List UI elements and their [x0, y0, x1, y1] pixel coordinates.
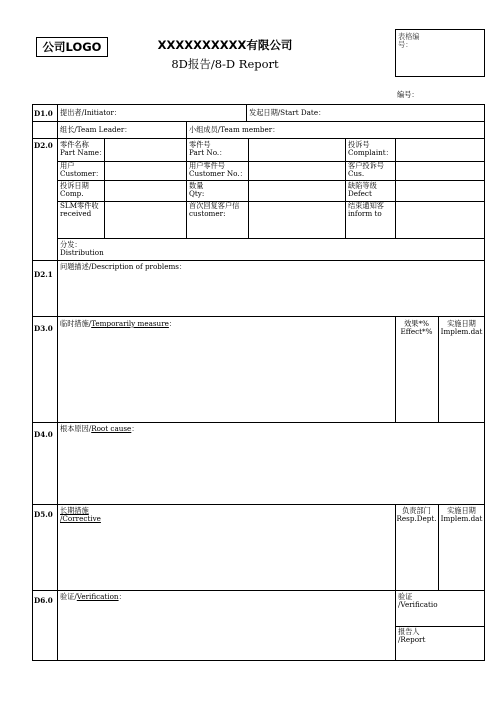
responsible-dept-label: 负责部门 Resp.Dept. [396, 506, 437, 524]
slm-received-label: SLM零件收 received [60, 201, 99, 219]
verification-label: 验证/Verification： [60, 592, 126, 601]
d3-code: D3.0 [34, 324, 53, 333]
customer-complaint-no-label: 客户投诉号 Cus. [348, 161, 384, 179]
implementation-date-label-d5: 实施日期 Implem.dat [440, 506, 483, 524]
d2-code: D2.0 [34, 141, 53, 150]
reporter-label: 报告人 /Report [398, 627, 426, 645]
effect-label: 效果*% Effect*% [400, 319, 433, 337]
team-leader-label: 组长/Team Leader： [60, 125, 132, 134]
company-name: XXXXXXXXXX有限公司 [157, 38, 293, 52]
d6-code: D6.0 [34, 596, 53, 605]
root-cause-label: 根本原因/Root cause： [60, 424, 139, 433]
closing-inform-label: 结束通知客 inform to [348, 201, 384, 219]
form-number-label: 表格编 号： [398, 32, 420, 50]
customer-label: 用户 Customer： [60, 161, 103, 179]
first-info-label: 首次回复客户信 customer: [189, 201, 240, 219]
team-member-label: 小组成员/Team member： [189, 125, 280, 134]
customer-part-no-label: 用户零件号 Customer No.： [189, 161, 247, 179]
company-logo [36, 37, 108, 57]
serial-number-label: 编号： [397, 90, 419, 99]
d1-code: D1.0 [34, 109, 53, 118]
d5-code: D5.0 [34, 510, 53, 519]
d21-code: D2.1 [34, 270, 53, 279]
distribution-label: 分发： Distribution [60, 240, 104, 258]
defect-level-label: 缺陷等级 Defect [348, 181, 377, 199]
initiator-label: 提出者/Initiator： [60, 108, 122, 117]
report-title: 8D报告/8-D Report [171, 57, 279, 71]
logo-text: 公司LOGO [42, 40, 102, 54]
implementation-date-label: 实施日期 Implem.dat [440, 319, 483, 337]
complaint-label: 投诉号 Complaint： [348, 140, 393, 158]
quantity-label: 数量 Qty: [189, 181, 205, 199]
temporary-measure-label: 临时措施/Temporarily measure： [60, 319, 177, 328]
d4-code: D4.0 [34, 430, 53, 439]
complaint-date-label: 投诉日期 Comp. [60, 181, 89, 199]
part-no-label: 零件号 Part No.： [189, 140, 227, 158]
report-form [32, 104, 485, 661]
corrective-action-label: 长期措施 /Corrective [60, 506, 101, 524]
part-name-label: 零件名称 Part Name： [60, 140, 107, 158]
verification-signoff-label: 验证 /Verificatio [398, 592, 438, 610]
problem-description-label: 问题描述/Description of problems： [60, 262, 187, 271]
start-date-label: 发起日期/Start Date： [249, 108, 326, 117]
